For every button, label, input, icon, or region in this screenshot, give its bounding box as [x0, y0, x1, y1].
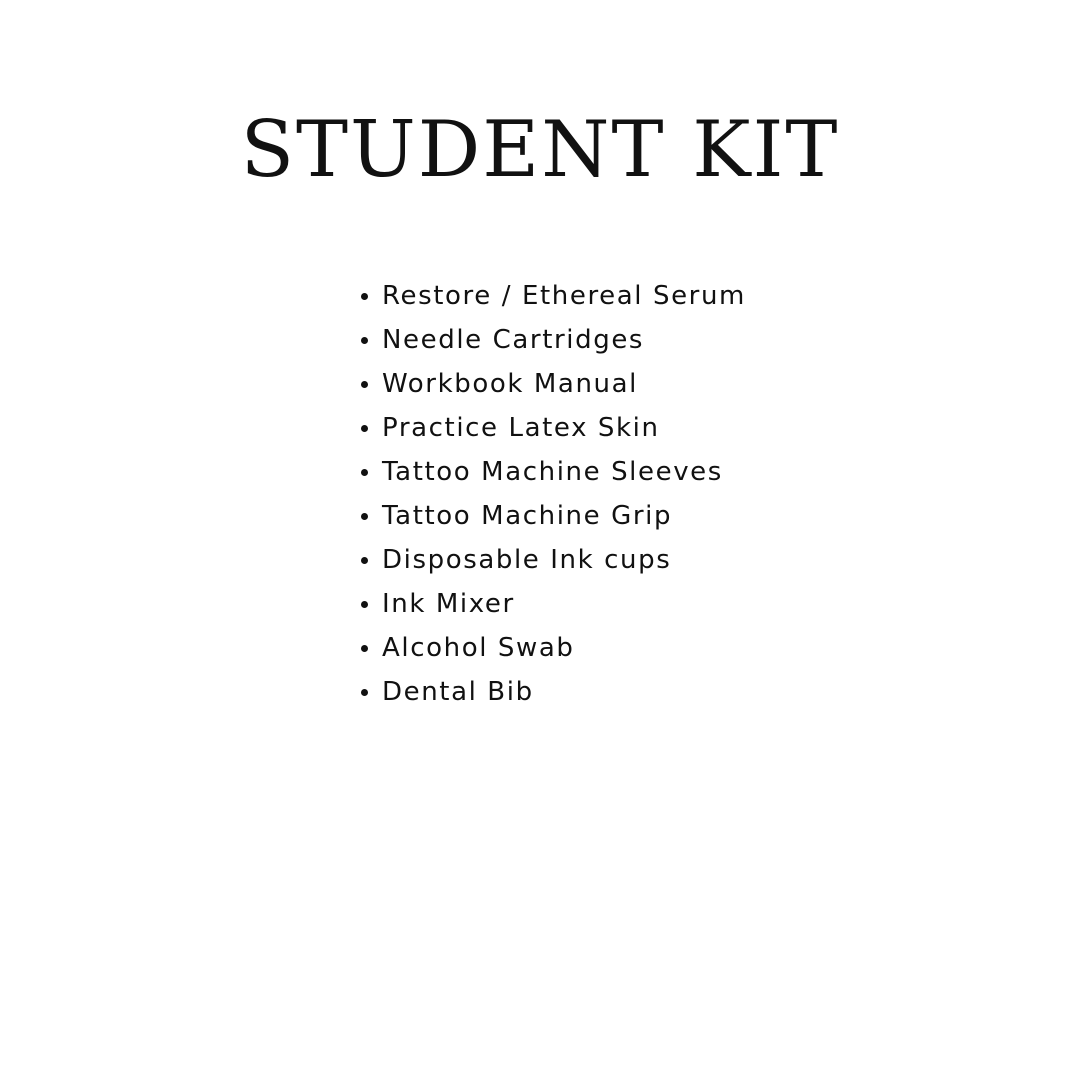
list-item-label: Ink Mixer	[382, 589, 515, 619]
list-item-label: Practice Latex Skin	[382, 413, 660, 443]
list-item	[357, 318, 957, 362]
list-item	[357, 274, 957, 318]
list-item-label: Restore / Ethereal Serum	[382, 281, 746, 311]
list-item-label: Needle Cartridges	[382, 325, 645, 355]
list-item-label: Dental Bib	[382, 677, 534, 707]
list-item-label: Tattoo Machine Grip	[382, 501, 673, 531]
list-item-label: Workbook Manual	[382, 369, 638, 399]
list-item-label: Tattoo Machine Sleeves	[382, 457, 723, 487]
bullet-icon	[361, 689, 368, 696]
page-title: STUDENT KIT	[240, 105, 840, 195]
bullet-icon	[361, 601, 368, 608]
list-item	[357, 582, 957, 626]
list-item	[357, 362, 957, 406]
bullet-icon	[361, 337, 368, 344]
bullet-icon	[361, 425, 368, 432]
list-item	[357, 538, 957, 582]
bullet-icon	[361, 645, 368, 652]
kit-item-list	[357, 274, 957, 714]
list-item	[357, 494, 957, 538]
list-item	[357, 450, 957, 494]
list-item	[357, 406, 957, 450]
list-item-label: Alcohol Swab	[382, 633, 575, 663]
bullet-icon	[361, 469, 368, 476]
list-item-label: Disposable Ink cups	[382, 545, 672, 575]
list-item	[357, 670, 957, 714]
bullet-icon	[361, 557, 368, 564]
list-item	[357, 626, 957, 670]
bullet-icon	[361, 293, 368, 300]
bullet-icon	[361, 513, 368, 520]
bullet-icon	[361, 381, 368, 388]
